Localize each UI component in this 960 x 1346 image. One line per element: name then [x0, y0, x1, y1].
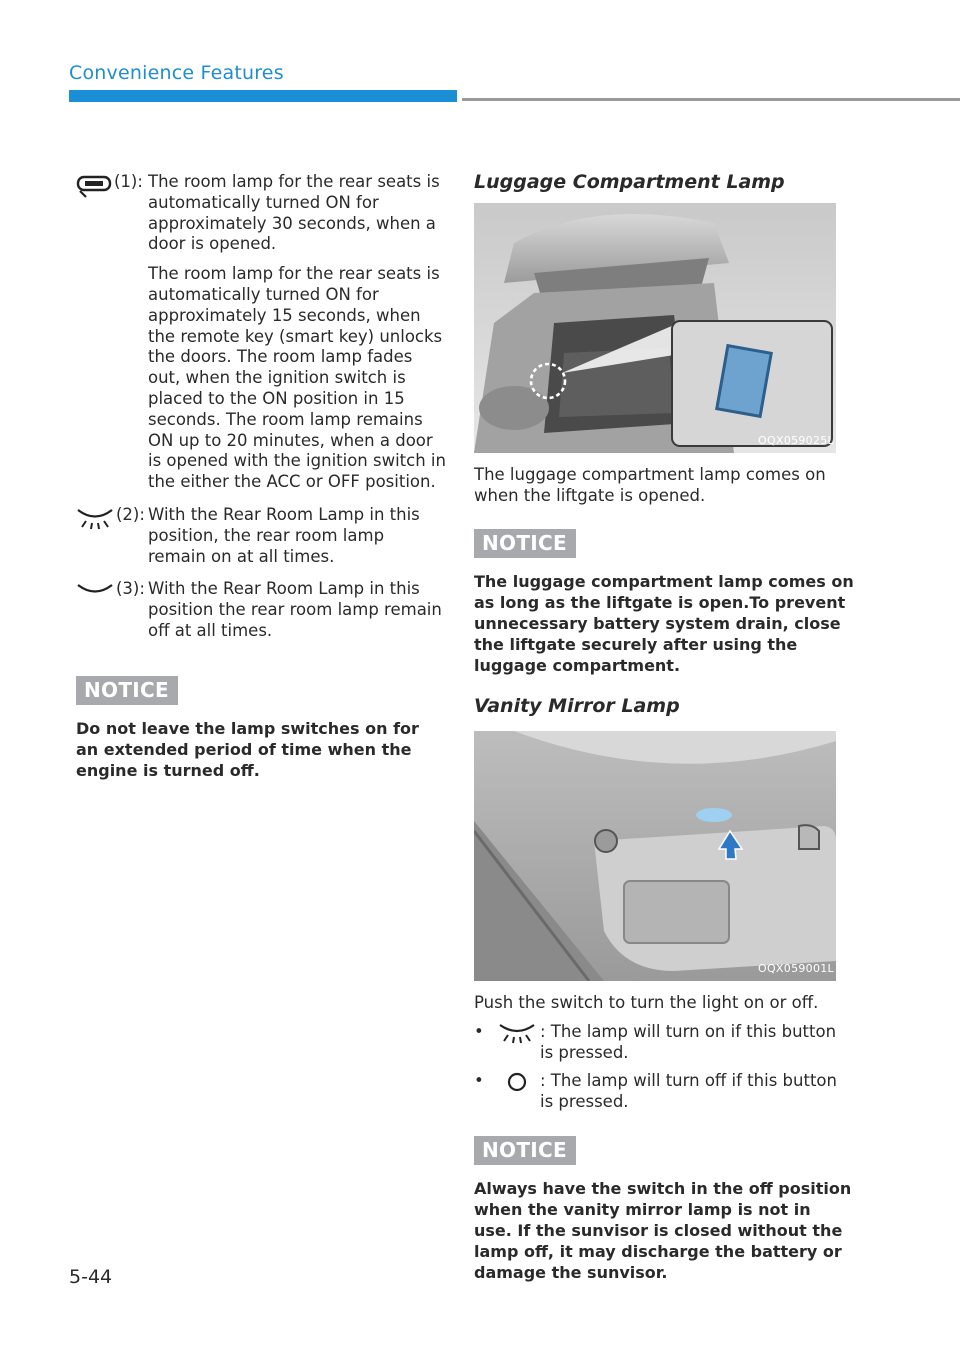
luggage-figure [474, 203, 836, 453]
item-tag: (2): [116, 504, 145, 524]
right-column [474, 172, 854, 1283]
vanity-mirror-illustration [474, 731, 836, 981]
lamp-on-icon [498, 1022, 536, 1044]
vanity-description: Push the switch to turn the light on or off. [474, 992, 819, 1012]
item-paragraph: With the Rear Room Lamp in this position, the rear room lamp remain on at all times. [148, 504, 420, 566]
header-rule-blue [69, 90, 457, 102]
item-paragraph: With the Rear Room Lamp in this position the rear room lamp remain off at all times. [148, 579, 442, 640]
header-rule-gray [462, 98, 960, 101]
item-paragraph: The room lamp for the rear seats is automatically turned ON for approximately 30 seconds, when a door is opened. [148, 172, 440, 254]
section-title: Convenience Features [69, 62, 284, 84]
door-lamp-icon [76, 174, 112, 200]
lamp-on-icon [76, 507, 114, 531]
vanity-notice [474, 1136, 854, 1283]
circle-off-icon [498, 1071, 536, 1093]
luggage-heading: Luggage Compartment Lamp [474, 171, 785, 193]
notice-badge: NOTICE [474, 529, 576, 558]
luggage-compartment-illustration [474, 203, 836, 453]
item-paragraph: The room lamp for the rear seats is automatically turned ON for approximately 15 seconds, when the remote key (smart key) unlocks the doors. The room lamp fades out, when the ignition switch is placed to the ON position in 15 seconds. The room lamp remains ON up to 20 minutes, when a door is opened with the ignition switch in the either the ACC or OFF position. [148, 264, 446, 492]
notice-text: The luggage compartment lamp comes on as long as the liftgate is open.To prevent unnecessary battery system drain, close the liftgate securely after using the luggage compartment. [474, 572, 854, 676]
bullet-text: : The lamp will turn off if this button is pressed. [540, 1071, 837, 1112]
room-lamp-item-1 [76, 172, 446, 502]
vanity-figure [474, 731, 836, 981]
luggage-description: The luggage compartment lamp comes on when the liftgate is opened. [474, 464, 826, 505]
luggage-notice [474, 529, 854, 676]
notice-badge: NOTICE [474, 1136, 576, 1165]
vanity-bullet-2 [474, 1071, 854, 1113]
room-lamp-notice [76, 676, 446, 781]
notice-text: Do not leave the lamp switches on for an extended period of time when the engine is turned off. [76, 718, 419, 780]
lamp-off-icon [76, 581, 114, 601]
item-tag: (3): [116, 579, 145, 599]
item-tag: (1): [114, 172, 143, 191]
bullet-text: : The lamp will turn on if this button is pressed. [540, 1021, 837, 1062]
page-number: 5-44 [69, 1266, 113, 1288]
figure-code: OQX059025L [758, 434, 834, 447]
left-column [76, 172, 446, 781]
notice-badge: NOTICE [76, 676, 178, 705]
bullet-dot: • [474, 1071, 484, 1091]
bullet-dot: • [474, 1021, 484, 1041]
room-lamp-item-3 [76, 579, 446, 650]
vanity-bullet-1 [474, 1022, 854, 1064]
notice-text: Always have the switch in the off position when the vanity mirror lamp is not in use. If the sunvisor is closed without the lamp off, it may discharge the battery or damage the sunvisor. [474, 1178, 852, 1282]
vanity-heading: Vanity Mirror Lamp [474, 695, 680, 718]
figure-code: OQX059001L [758, 962, 834, 976]
room-lamp-item-2 [76, 505, 446, 576]
